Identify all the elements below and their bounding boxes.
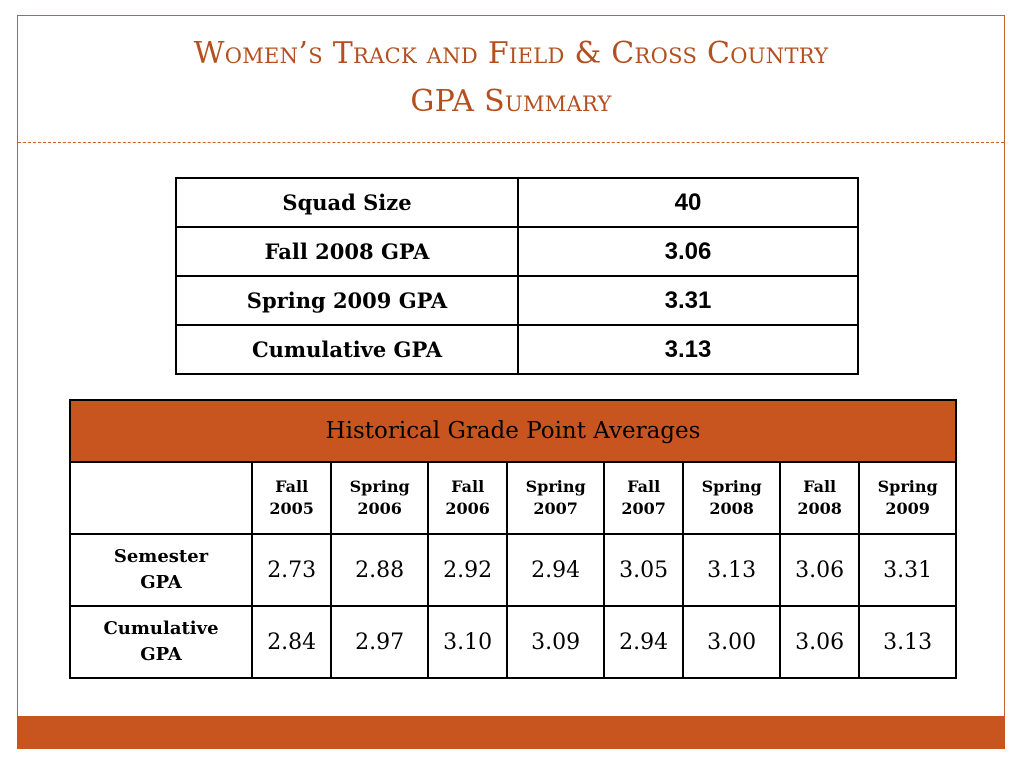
gpa-cell: 3.00 <box>683 606 780 678</box>
semester-cell: Spring 2007 <box>507 462 604 534</box>
gpa-cell: 2.97 <box>331 606 428 678</box>
history-header: Historical Grade Point Averages <box>70 400 956 462</box>
summary-value: 3.31 <box>518 276 858 325</box>
title-line-2: GPA Summary <box>410 84 612 119</box>
corner-cell <box>70 462 252 534</box>
slide-title <box>17 30 1005 126</box>
history-header-row <box>70 400 956 462</box>
summary-label: Squad Size <box>176 178 518 227</box>
gpa-cell: 3.31 <box>859 534 956 606</box>
semester-cell: Fall 2006 <box>428 462 507 534</box>
summary-row <box>176 325 858 374</box>
gpa-cell: 2.84 <box>252 606 331 678</box>
gpa-cell: 2.88 <box>331 534 428 606</box>
gpa-cell: 2.73 <box>252 534 331 606</box>
gpa-cell: 2.94 <box>604 606 683 678</box>
row-label: Semester GPA <box>70 534 252 606</box>
semester-cell: Fall 2005 <box>252 462 331 534</box>
semester-cell: Spring 2009 <box>859 462 956 534</box>
history-table <box>69 399 957 679</box>
semester-gpa-row <box>70 534 956 606</box>
summary-value: 3.13 <box>518 325 858 374</box>
semester-cell: Spring 2006 <box>331 462 428 534</box>
cumulative-gpa-row <box>70 606 956 678</box>
gpa-cell: 3.13 <box>859 606 956 678</box>
summary-label: Fall 2008 GPA <box>176 227 518 276</box>
title-line-1: Women’s Track and Field & Cross Country <box>193 36 829 71</box>
summary-value: 3.06 <box>518 227 858 276</box>
summary-value: 40 <box>518 178 858 227</box>
summary-label: Spring 2009 GPA <box>176 276 518 325</box>
semester-cell: Fall 2007 <box>604 462 683 534</box>
footer-bar <box>17 716 1005 749</box>
gpa-cell: 3.09 <box>507 606 604 678</box>
summary-label: Cumulative GPA <box>176 325 518 374</box>
gpa-cell: 3.10 <box>428 606 507 678</box>
semester-cell: Fall 2008 <box>780 462 859 534</box>
title-divider <box>18 142 1004 143</box>
semester-row <box>70 462 956 534</box>
summary-row <box>176 227 858 276</box>
gpa-cell: 3.13 <box>683 534 780 606</box>
gpa-cell: 2.92 <box>428 534 507 606</box>
gpa-cell: 2.94 <box>507 534 604 606</box>
semester-cell: Spring 2008 <box>683 462 780 534</box>
gpa-cell: 3.06 <box>780 534 859 606</box>
summary-row <box>176 178 858 227</box>
summary-table <box>175 177 859 375</box>
summary-row <box>176 276 858 325</box>
gpa-cell: 3.06 <box>780 606 859 678</box>
row-label: Cumulative GPA <box>70 606 252 678</box>
gpa-cell: 3.05 <box>604 534 683 606</box>
